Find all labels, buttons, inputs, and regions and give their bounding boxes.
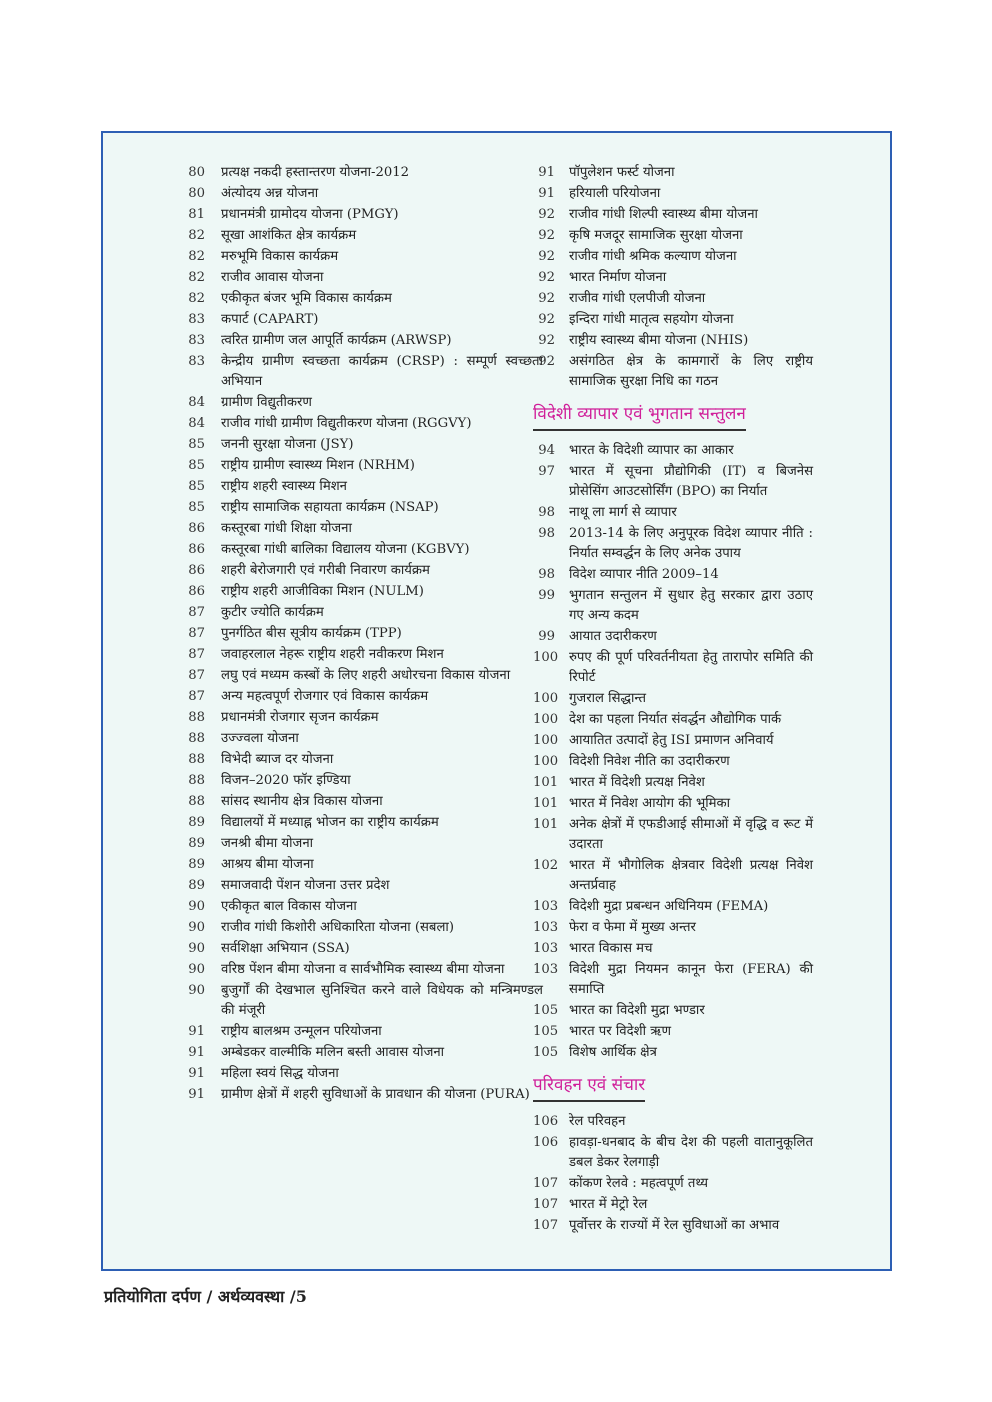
entry-page-number: 88 xyxy=(188,794,205,809)
toc-entry xyxy=(533,586,813,626)
entry-title: एकीकृत बाल विकास योजना xyxy=(221,899,357,914)
toc-entry xyxy=(183,960,543,980)
entry-page-number: 83 xyxy=(188,333,205,348)
entry-page-number: 87 xyxy=(188,647,205,662)
toc-entry xyxy=(183,1085,543,1105)
entry-title: देश का पहला निर्यात संवर्द्धन औद्योगिक पार्क xyxy=(569,712,782,727)
toc-entry xyxy=(183,750,543,770)
entry-page-number: 100 xyxy=(533,650,559,665)
trade-list xyxy=(533,441,813,1063)
entry-page-number: 92 xyxy=(538,354,555,369)
entry-page-number: 105 xyxy=(533,1003,559,1018)
entry-page-number: 107 xyxy=(533,1197,559,1212)
entry-page-number: 86 xyxy=(188,563,205,578)
toc-entry xyxy=(183,666,543,686)
entry-title: कपार्ट (CAPART) xyxy=(221,312,319,327)
entry-title: बुजुर्गों की देखभाल सुनिश्चित करने वाले विधेयक को मन्त्रिमण्डल की मंजूरी xyxy=(221,983,543,1018)
entry-page-number: 98 xyxy=(538,526,555,541)
toc-entry xyxy=(533,794,813,814)
entry-title: रेल परिवहन xyxy=(569,1114,626,1129)
entry-page-number: 85 xyxy=(188,500,205,515)
toc-entry xyxy=(183,1043,543,1063)
toc-entry xyxy=(533,752,813,772)
entry-page-number: 92 xyxy=(538,249,555,264)
entry-title: राष्ट्रीय बालश्रम उन्मूलन परियोजना xyxy=(221,1024,382,1039)
toc-entry xyxy=(533,1195,813,1215)
toc-entry xyxy=(183,813,543,833)
entry-page-number: 103 xyxy=(533,962,559,977)
entry-title: भारत में विदेशी प्रत्यक्ष निवेश xyxy=(569,775,705,790)
entry-page-number: 89 xyxy=(188,815,205,830)
entry-title: राजीव गांधी एलपीजी योजना xyxy=(569,291,706,306)
toc-entry xyxy=(183,771,543,791)
entry-title: सांसद स्थानीय क्षेत्र विकास योजना xyxy=(221,794,383,809)
entry-page-number: 101 xyxy=(533,796,559,811)
entry-page-number: 86 xyxy=(188,521,205,536)
entry-title: आश्रय बीमा योजना xyxy=(221,857,314,872)
entry-title: विजन–2020 फॉर इण्डिया xyxy=(221,773,351,788)
entry-title: राष्ट्रीय शहरी आजीविका मिशन (NULM) xyxy=(221,584,424,599)
toc-entry xyxy=(183,1022,543,1042)
entry-page-number: 85 xyxy=(188,479,205,494)
entry-title: भारत के विदेशी व्यापार का आकार xyxy=(569,443,734,458)
entry-title: पॉपुलेशन फर्स्ट योजना xyxy=(569,165,675,180)
toc-entry xyxy=(533,1001,813,1021)
entry-title: विशेष आर्थिक क्षेत्र xyxy=(569,1045,657,1060)
entry-title: भारत विकास मच xyxy=(569,941,653,956)
entry-page-number: 92 xyxy=(538,228,555,243)
entry-title: अनेक क्षेत्रों में एफडीआई सीमाओं में वृद्धि व रूट में उदारता xyxy=(569,817,813,852)
entry-page-number: 87 xyxy=(188,605,205,620)
entry-page-number: 91 xyxy=(538,186,555,201)
right-column xyxy=(533,163,813,1237)
toc-entry xyxy=(183,414,543,434)
entry-page-number: 87 xyxy=(188,668,205,683)
toc-entry xyxy=(533,441,813,461)
entry-page-number: 86 xyxy=(188,584,205,599)
toc-entry xyxy=(533,331,813,351)
entry-page-number: 106 xyxy=(533,1135,559,1150)
toc-entry xyxy=(183,708,543,728)
toc-entry xyxy=(533,773,813,793)
entry-page-number: 99 xyxy=(538,629,555,644)
toc-entry xyxy=(533,565,813,585)
toc-entry xyxy=(183,310,543,330)
toc-entry xyxy=(183,268,543,288)
toc-entry xyxy=(533,1022,813,1042)
toc-entry xyxy=(183,331,543,351)
entry-title: भारत पर विदेशी ऋण xyxy=(569,1024,671,1039)
toc-entry xyxy=(183,645,543,665)
entry-title: महिला स्वयं सिद्ध योजना xyxy=(221,1066,339,1081)
entry-page-number: 98 xyxy=(538,567,555,582)
toc-entry xyxy=(183,393,543,413)
entry-title: एकीकृत बंजर भूमि विकास कार्यक्रम xyxy=(221,291,392,306)
toc-entry xyxy=(533,352,813,392)
entry-title: रुपए की पूर्ण परिवर्तनीयता हेतु तारापोर समिति की रिपोर्ट xyxy=(569,650,813,685)
entry-title: फेरा व फेमा में मुख्य अन्तर xyxy=(569,920,696,935)
toc-entry xyxy=(183,918,543,938)
entry-title: आयातित उत्पादों हेतु ISI प्रमाणन अनिवार्य xyxy=(569,733,774,748)
entry-page-number: 100 xyxy=(533,712,559,727)
entry-title: गुजराल सिद्धान्त xyxy=(569,691,647,706)
toc-entry xyxy=(183,897,543,917)
entry-title: पुनर्गठित बीस सूत्रीय कार्यक्रम (TPP) xyxy=(221,626,402,641)
entry-page-number: 84 xyxy=(188,416,205,431)
toc-entry xyxy=(183,205,543,225)
entry-title: सर्वशिक्षा अभियान (SSA) xyxy=(221,941,350,956)
entry-title: उज्ज्वला योजना xyxy=(221,731,299,746)
toc-entry xyxy=(183,226,543,246)
entry-title: भारत का विदेशी मुद्रा भण्डार xyxy=(569,1003,705,1018)
entry-page-number: 101 xyxy=(533,775,559,790)
toc-entry xyxy=(533,247,813,267)
entry-page-number: 80 xyxy=(188,186,205,201)
entry-page-number: 105 xyxy=(533,1024,559,1039)
contents-frame xyxy=(101,131,892,1271)
entry-title: राष्ट्रीय सामाजिक सहायता कार्यक्रम (NSAP) xyxy=(221,500,439,515)
entry-page-number: 82 xyxy=(188,228,205,243)
entry-page-number: 103 xyxy=(533,920,559,935)
entry-page-number: 100 xyxy=(533,733,559,748)
toc-entry xyxy=(183,729,543,749)
entry-page-number: 91 xyxy=(188,1024,205,1039)
page-footer: प्रतियोगिता दर्पण / अर्थव्यवस्था /5 xyxy=(104,1287,307,1306)
entry-page-number: 92 xyxy=(538,270,555,285)
entry-title: कस्तूरबा गांधी शिक्षा योजना xyxy=(221,521,352,536)
toc-entry xyxy=(533,268,813,288)
toc-entry xyxy=(183,540,543,560)
entry-page-number: 91 xyxy=(538,165,555,180)
section-trade xyxy=(533,393,813,1063)
toc-entry xyxy=(533,731,813,751)
entry-page-number: 81 xyxy=(188,207,205,222)
toc-entry xyxy=(533,1174,813,1194)
entry-title: कृषि मजदूर सामाजिक सुरक्षा योजना xyxy=(569,228,743,243)
entry-title: ग्रामीण विद्युतीकरण xyxy=(221,395,312,410)
entry-title: नाथू ला मार्ग से व्यापार xyxy=(569,505,677,520)
toc-entry xyxy=(533,1133,813,1173)
toc-entry xyxy=(533,310,813,330)
entry-title: ग्रामीण क्षेत्रों में शहरी सुविधाओं के प्रावधान की योजना (PURA) xyxy=(221,1087,530,1102)
toc-entry xyxy=(183,184,543,204)
entry-page-number: 106 xyxy=(533,1114,559,1129)
entry-page-number: 94 xyxy=(538,443,555,458)
toc-entry xyxy=(183,834,543,854)
entry-page-number: 107 xyxy=(533,1218,559,1233)
toc-entry xyxy=(183,981,543,1021)
toc-entry xyxy=(533,205,813,225)
toc-entry xyxy=(183,456,543,476)
toc-entry xyxy=(183,792,543,812)
entry-title: अम्बेडकर वाल्मीकि मलिन बस्ती आवास योजना xyxy=(221,1045,445,1060)
entry-page-number: 100 xyxy=(533,754,559,769)
toc-entry xyxy=(183,876,543,896)
entry-title: विदेश व्यापार नीति 2009–14 xyxy=(569,567,719,582)
entry-title: आयात उदारीकरण xyxy=(569,629,657,644)
toc-entry xyxy=(533,184,813,204)
entry-title: विद्यालयों में मध्याह्न भोजन का राष्ट्रीय कार्यक्रम xyxy=(221,815,439,830)
entry-title: राजीव गांधी श्रमिक कल्याण योजना xyxy=(569,249,737,264)
entry-page-number: 91 xyxy=(188,1045,205,1060)
entry-title: राष्ट्रीय स्वास्थ्य बीमा योजना (NHIS) xyxy=(569,333,749,348)
toc-entry xyxy=(533,939,813,959)
toc-entry xyxy=(533,648,813,688)
entry-title: सूखा आशंकित क्षेत्र कार्यक्रम xyxy=(221,228,357,243)
entry-page-number: 102 xyxy=(533,858,559,873)
entry-page-number: 88 xyxy=(188,710,205,725)
entry-title: विदेशी मुद्रा प्रबन्धन अधिनियम (FEMA) xyxy=(569,899,769,914)
entry-page-number: 98 xyxy=(538,505,555,520)
entry-title: राष्ट्रीय ग्रामीण स्वास्थ्य मिशन (NRHM) xyxy=(221,458,415,473)
toc-entry xyxy=(183,498,543,518)
entry-title: भारत में सूचना प्रौद्योगिकी (IT) व बिजनेस प्रोसेसिंग आउटसोर्सिंग (BPO) का निर्यात xyxy=(569,464,813,499)
entry-title: असंगठित क्षेत्र के कामगारों के लिए राष्ट्रीय सामाजिक सुरक्षा निधि का गठन xyxy=(569,354,813,389)
entry-title: लघु एवं मध्यम कस्बों के लिए शहरी अधोरचना विकास योजना xyxy=(221,668,511,683)
toc-entry xyxy=(533,689,813,709)
entry-page-number: 97 xyxy=(538,464,555,479)
toc-entry xyxy=(533,1043,813,1063)
entry-title: भारत निर्माण योजना xyxy=(569,270,667,285)
entry-title: कुटीर ज्योति कार्यक्रम xyxy=(221,605,324,620)
toc-entry xyxy=(533,1112,813,1132)
entry-title: समाजवादी पेंशन योजना उत्तर प्रदेश xyxy=(221,878,390,893)
right-top-list xyxy=(533,163,813,392)
entry-page-number: 90 xyxy=(188,920,205,935)
entry-title: राजीव आवास योजना xyxy=(221,270,324,285)
entry-title: शहरी बेरोजगारी एवं गरीबी निवारण कार्यक्रम xyxy=(221,563,430,578)
entry-title: जवाहरलाल नेहरू राष्ट्रीय शहरी नवीकरण मिशन xyxy=(221,647,444,662)
entry-page-number: 86 xyxy=(188,542,205,557)
entry-page-number: 105 xyxy=(533,1045,559,1060)
entry-page-number: 90 xyxy=(188,899,205,914)
toc-entry xyxy=(183,603,543,623)
toc-entry xyxy=(533,710,813,730)
entry-title: राजीव गांधी शिल्पी स्वास्थ्य बीमा योजना xyxy=(569,207,758,222)
toc-entry xyxy=(183,163,543,183)
section-heading-trade: विदेशी व्यापार एवं भुगतान सन्तुलन xyxy=(533,403,746,431)
entry-page-number: 99 xyxy=(538,588,555,603)
entry-page-number: 100 xyxy=(533,691,559,706)
entry-title: प्रधानमंत्री ग्रामोदय योजना (PMGY) xyxy=(221,207,399,222)
left-column xyxy=(183,163,543,1106)
entry-title: भुगतान सन्तुलन में सुधार हेतु सरकार द्वारा उठाए गए अन्य कदम xyxy=(569,588,813,623)
entry-title: अन्य महत्वपूर्ण रोजगार एवं विकास कार्यक्रम xyxy=(221,689,429,704)
entry-page-number: 90 xyxy=(188,962,205,977)
entry-title: इन्दिरा गांधी मातृत्व सहयोग योजना xyxy=(569,312,734,327)
entry-page-number: 87 xyxy=(188,626,205,641)
entry-page-number: 89 xyxy=(188,857,205,872)
entry-title: भारत में निवेश आयोग की भूमिका xyxy=(569,796,731,811)
entry-title: अंत्योदय अन्न योजना xyxy=(221,186,319,201)
entry-title: त्वरित ग्रामीण जल आपूर्ति कार्यक्रम (ARWSP) xyxy=(221,333,452,348)
entry-page-number: 88 xyxy=(188,773,205,788)
toc-entry xyxy=(533,897,813,917)
entry-title: विदेशी निवेश नीति का उदारीकरण xyxy=(569,754,730,769)
entry-title: भारत में मेट्रो रेल xyxy=(569,1197,648,1212)
toc-entry xyxy=(533,503,813,523)
entry-title: पूर्वोत्तर के राज्यों में रेल सुविधाओं का अभाव xyxy=(569,1218,780,1233)
entry-page-number: 82 xyxy=(188,270,205,285)
entry-page-number: 103 xyxy=(533,941,559,956)
toc-entry xyxy=(533,1216,813,1236)
toc-entry xyxy=(183,1064,543,1084)
toc-entry xyxy=(533,524,813,564)
toc-entry xyxy=(183,939,543,959)
toc-entry xyxy=(183,855,543,875)
entry-title: राष्ट्रीय शहरी स्वास्थ्य मिशन xyxy=(221,479,348,494)
entry-page-number: 92 xyxy=(538,207,555,222)
toc-entry xyxy=(533,226,813,246)
entry-page-number: 83 xyxy=(188,354,205,369)
entry-title: कोंकण रेलवे : महत्वपूर्ण तथ्य xyxy=(569,1176,709,1191)
toc-entry xyxy=(533,289,813,309)
entry-page-number: 88 xyxy=(188,752,205,767)
toc-entry xyxy=(533,462,813,502)
entry-page-number: 88 xyxy=(188,731,205,746)
toc-entry xyxy=(533,856,813,896)
toc-entry xyxy=(183,289,543,309)
entry-page-number: 92 xyxy=(538,291,555,306)
entry-page-number: 89 xyxy=(188,836,205,851)
toc-entry xyxy=(533,163,813,183)
section-transport xyxy=(533,1064,813,1236)
entry-title: राजीव गांधी किशोरी अधिकारिता योजना (सबला) xyxy=(221,920,454,935)
entry-page-number: 83 xyxy=(188,312,205,327)
entry-title: हरियाली परियोजना xyxy=(569,186,661,201)
toc-entry xyxy=(533,960,813,1000)
entry-title: वरिष्ठ पेंशन बीमा योजना व सार्वभौमिक स्वास्थ्य बीमा योजना xyxy=(221,962,505,977)
entry-page-number: 92 xyxy=(538,312,555,327)
entry-page-number: 91 xyxy=(188,1066,205,1081)
entry-page-number: 92 xyxy=(538,333,555,348)
entry-title: विभेदी ब्याज दर योजना xyxy=(221,752,334,767)
entry-page-number: 91 xyxy=(188,1087,205,1102)
entry-page-number: 82 xyxy=(188,249,205,264)
entry-page-number: 103 xyxy=(533,899,559,914)
entry-title: जनश्री बीमा योजना xyxy=(221,836,314,851)
toc-entry xyxy=(183,352,543,392)
section-heading-transport: परिवहन एवं संचार xyxy=(533,1074,645,1102)
entry-title: 2013-14 के लिए अनुपूरक विदेश व्यापार नीति : निर्यात सम्वर्द्धन के लिए अनेक उपाय xyxy=(569,526,813,561)
toc-entry xyxy=(183,247,543,267)
entry-title: भारत में भौगोलिक क्षेत्रवार विदेशी प्रत्यक्ष निवेश अन्तर्प्रवाह xyxy=(569,858,813,893)
toc-entry xyxy=(183,582,543,602)
entry-title: केन्द्रीय ग्रामीण स्वच्छता कार्यक्रम (CRSP) : सम्पूर्ण स्वच्छता अभियान xyxy=(221,354,543,389)
toc-entry xyxy=(183,519,543,539)
toc-entry xyxy=(533,627,813,647)
entry-page-number: 101 xyxy=(533,817,559,832)
entry-page-number: 89 xyxy=(188,878,205,893)
entry-title: विदेशी मुद्रा नियमन कानून फेरा (FERA) की समाप्ति xyxy=(569,962,813,997)
entry-page-number: 107 xyxy=(533,1176,559,1191)
entry-page-number: 82 xyxy=(188,291,205,306)
entry-title: हावड़ा-धनबाद के बीच देश की पहली वातानुकूलित डबल डेकर रेलगाड़ी xyxy=(569,1135,813,1170)
entry-title: प्रत्यक्ष नकदी हस्तान्तरण योजना-2012 xyxy=(221,165,410,180)
entry-page-number: 80 xyxy=(188,165,205,180)
toc-entry xyxy=(183,477,543,497)
entry-title: जननी सुरक्षा योजना (JSY) xyxy=(221,437,354,452)
entry-page-number: 85 xyxy=(188,458,205,473)
entry-page-number: 84 xyxy=(188,395,205,410)
entry-page-number: 90 xyxy=(188,941,205,956)
entry-page-number: 85 xyxy=(188,437,205,452)
toc-entry xyxy=(183,624,543,644)
entry-title: मरुभूमि विकास कार्यक्रम xyxy=(221,249,339,264)
toc-entry xyxy=(533,918,813,938)
entry-title: प्रधानमंत्री रोजगार सृजन कार्यक्रम xyxy=(221,710,379,725)
transport-list xyxy=(533,1112,813,1236)
toc-entry xyxy=(183,561,543,581)
entry-page-number: 90 xyxy=(188,983,205,998)
toc-entry xyxy=(183,687,543,707)
toc-entry xyxy=(533,815,813,855)
toc-entry xyxy=(183,435,543,455)
entry-page-number: 87 xyxy=(188,689,205,704)
entry-title: कस्तूरबा गांधी बालिका विद्यालय योजना (KGBVY) xyxy=(221,542,470,557)
entry-title: राजीव गांधी ग्रामीण विद्युतीकरण योजना (RGGVY) xyxy=(221,416,472,431)
